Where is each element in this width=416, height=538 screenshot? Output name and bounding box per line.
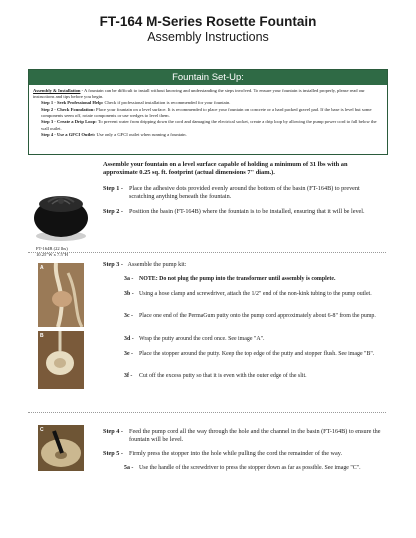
- substep-3c: 3c - Place one end of the PermaGum putty onto the pump cord approximately about 6-8" from the pump.: [124, 313, 376, 319]
- document-subtitle: Assembly Instructions: [147, 30, 269, 44]
- setup-step-3: Step 3 - Create a Drip Loop: To prevent water from dripping down the cord and damaging the electrical socket, create a drip loop by allowing the pump power cord to fall below the wall outlet.: [41, 119, 377, 131]
- separator-1: [28, 252, 386, 253]
- basin-caption: FT-164B (22 lbs) 10.25"W x 7.5"H: [36, 246, 68, 257]
- setup-steps: [29, 100, 387, 138]
- setup-step-4: Step 4 - Use a GFCI Outlet: Use only a GFCI outlet when running a fountain.: [41, 132, 187, 138]
- substep-3b: 3b - Using a hose clamp and screwdriver, attach the 1/2" end of the non-kink tubing to the pump outlet.: [124, 291, 372, 297]
- setup-step-2: Step 2 - Check Foundation: Place your fountain on a level surface. It is recommended to place your fountain on concrete or a hard packed gravel pad. If the base is level but some components seem off, rotate components or use wedges to level them.: [41, 106, 372, 118]
- setup-intro-label: Assembly & Installation: [33, 88, 81, 93]
- setup-banner: Fountain Set-Up:: [29, 70, 387, 85]
- section1-lead: Assemble your fountain on a level surface capable of holding a minimum of 31 lbs with an approximate 0.25 sq. ft. footprint (actual dimensions 7" diam.).: [103, 161, 348, 176]
- setup-box: [28, 69, 388, 155]
- step-4: Step 4 - Feed the pump cord all the way through the hole and the channel in the basin (FT-164B) to ensure the fountain will be level.: [103, 428, 381, 443]
- setup-intro: [29, 85, 387, 100]
- document-title: FT-164 M-Series Rosette Fountain: [99, 14, 317, 29]
- photo-c: C: [38, 425, 84, 471]
- step-5: Step 5 - Firmly press the stopper into the hole while pulling the cord the remainder of the way.: [103, 450, 343, 457]
- photo-a: A: [38, 263, 84, 327]
- step-3: Step 3 - Assemble the pump kit:: [103, 261, 187, 268]
- photo-b: B: [38, 331, 84, 389]
- step-2: Step 2 - Position the basin (FT-164B) where the fountain is to be installed, ensuring that it will be level.: [103, 208, 365, 215]
- step-1: Step 1 - Place the adhesive dots provided evenly around the bottom of the basin (FT-164B) to prevent scratching anything beneath the fountain.: [103, 185, 360, 200]
- setup-step-1: Step 1 - Seek Professional Help: Check if professional installation is recommended for your fountain.: [41, 100, 231, 106]
- substep-5a: 5a - Use the handle of the screwdriver to press the stopper down as far as possible. See image "C".: [124, 465, 361, 471]
- setup-intro-text: - A fountain can be difficult to install without knowing and understanding the steps involved. To ensure your fountain is installed properly, please read our instructions and tips before you begin.: [33, 88, 365, 99]
- separator-2: [28, 412, 386, 413]
- substep-3e: 3e - Place the stopper around the putty. Keep the top edge of the putty and stopper flush. See image "B".: [124, 351, 375, 357]
- substep-3a: 3a - NOTE: Do not plug the pump into the transformer until assembly is complete.: [124, 276, 336, 282]
- basin-image: [30, 180, 92, 244]
- substep-3f: 3f - Cut off the excess putty so that it is even with the outer edge of the slit.: [124, 373, 307, 379]
- substep-3d: 3d - Wrap the putty around the cord once. See image "A".: [124, 336, 265, 342]
